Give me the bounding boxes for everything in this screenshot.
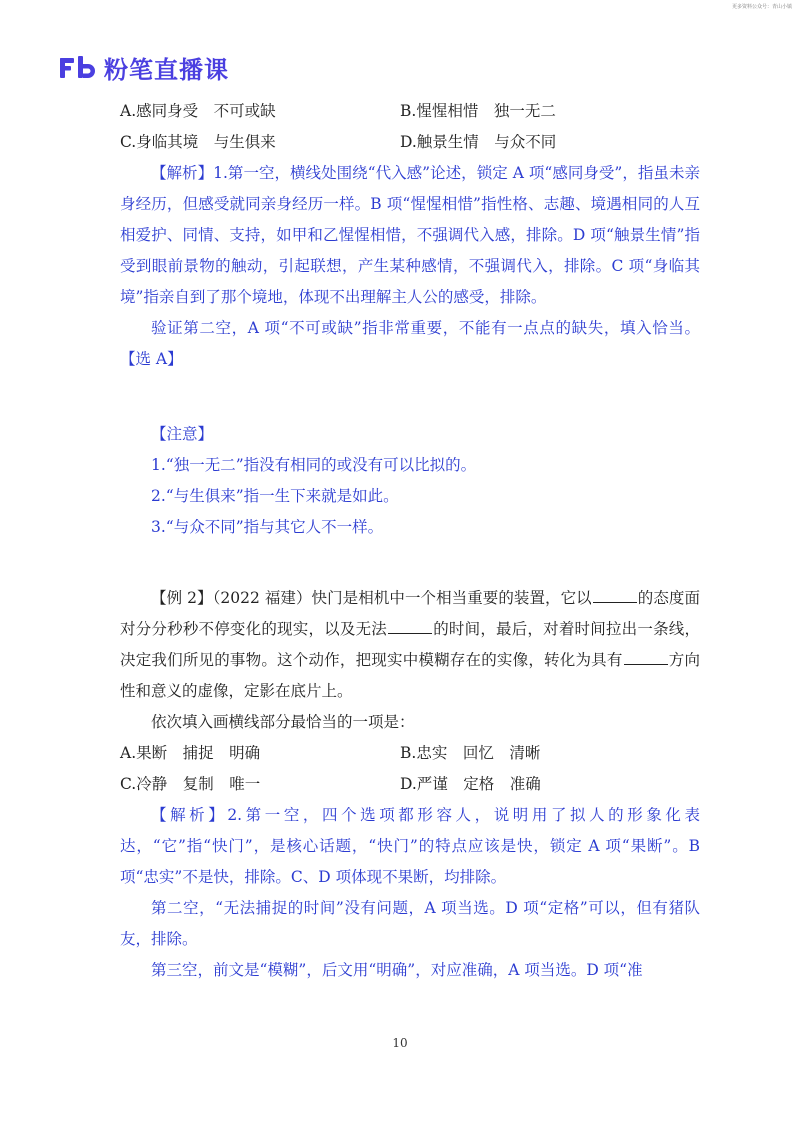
brand-name: 粉笔直播课: [104, 56, 229, 84]
q2-prompt: 依次填入画横线部分最恰当的一项是：: [151, 713, 415, 731]
note-title: 【注意】: [151, 425, 214, 443]
q2-stem-part-1: 【例 2】（2022 福建）快门是相机中一个相当重要的装置，它以: [151, 589, 592, 607]
q1-verification: 验证第二空，A 项“不可或缺”指非常重要，不能有一点点的缺失，填入恰当。【选 A】: [120, 319, 700, 368]
q2-option-a: A.果断 捕捉 明确: [120, 744, 261, 762]
note-item-1: 1.“独一无二”指没有相同的或没有可以比拟的。: [151, 456, 477, 474]
q1-option-b: B.惺惺相惜 独一无二: [400, 102, 556, 120]
q2-blank-2: [388, 632, 432, 634]
q1-option-c: C.身临其境 与生俱来: [120, 133, 276, 151]
q2-options-row-1: [120, 738, 700, 769]
page-number: 10: [392, 1036, 408, 1050]
q2-blank-1: [593, 601, 637, 603]
brand-header: [58, 50, 229, 85]
q2-option-c: C.冷静 复制 唯一: [120, 775, 261, 793]
main-content: [120, 96, 700, 986]
q2-stem-part-4: 方向性和意义的虚像，定影在底片上。: [120, 651, 700, 700]
q2-stem: [120, 583, 700, 707]
q2-analysis-2: 第二空，“无法捕捉的时间”没有问题，A 项当选。D 项“定格”可以，但有猪队友，排除。: [120, 899, 700, 948]
q2-option-b: B.忠实 回忆 清晰: [400, 744, 541, 762]
note-item-3: 3.“与众不同”指与其它人不一样。: [151, 518, 384, 536]
q2-stem-part-3: 的时间，最后，对着时间拉出一条线，决定我们所见的事物。这个动作，把现实中模糊存在的实像，转化为具有: [120, 620, 700, 669]
q2-analysis-1: 【解析】2.第一空，四个选项都形容人，说明用了拟人的形象化表达，“它”指“快门”，是核心话题，“快门”的特点应该是快，锁定 A 项“果断”。B 项“忠实”不是快，排除。C、D 项体现不果断，均排除。: [120, 806, 700, 886]
q2-option-d: D.严谨 定格 准确: [400, 775, 541, 793]
q2-analysis-3: 第三空，前文是“模糊”，后文用“明确”，对应准确，A 项当选。D 项“准: [151, 961, 643, 979]
corner-note: 更多资料公众号：青山小镇: [731, 4, 792, 10]
q2-options-row-2: [120, 769, 700, 800]
q1-option-a: A.感同身受 不可或缺: [120, 102, 276, 120]
q1-option-d: D.触景生情 与众不同: [400, 133, 557, 151]
note-item-2: 2.“与生俱来”指一生下来就是如此。: [151, 487, 399, 505]
q2-stem-part-2: 的态度面对分分秒秒不停变化的现实，以及无法: [120, 589, 700, 638]
fenbi-logo-icon: [58, 54, 98, 82]
q1-analysis: 【解析】1.第一空，横线处围绕“代入感”论述，锁定 A 项“感同身受”，指虽未亲身经历，但感受就同亲身经历一样。B 项“惺惺相惜”指性格、志趣、境遇相同的人互相爱护、同情、支持，如甲和乙惺惺相惜，不强调代入感，排除。D 项“触景生情”指受到眼前景物的触动，引起联想，产生某种感情，不强调代入，排除。C 项“身临其境”指亲自到了那个境地，体现不出理解主人公的感受，排除。: [120, 164, 700, 306]
q1-options-row-2: [120, 127, 700, 158]
q2-blank-3: [624, 663, 668, 665]
q1-options-row-1: [120, 96, 700, 127]
